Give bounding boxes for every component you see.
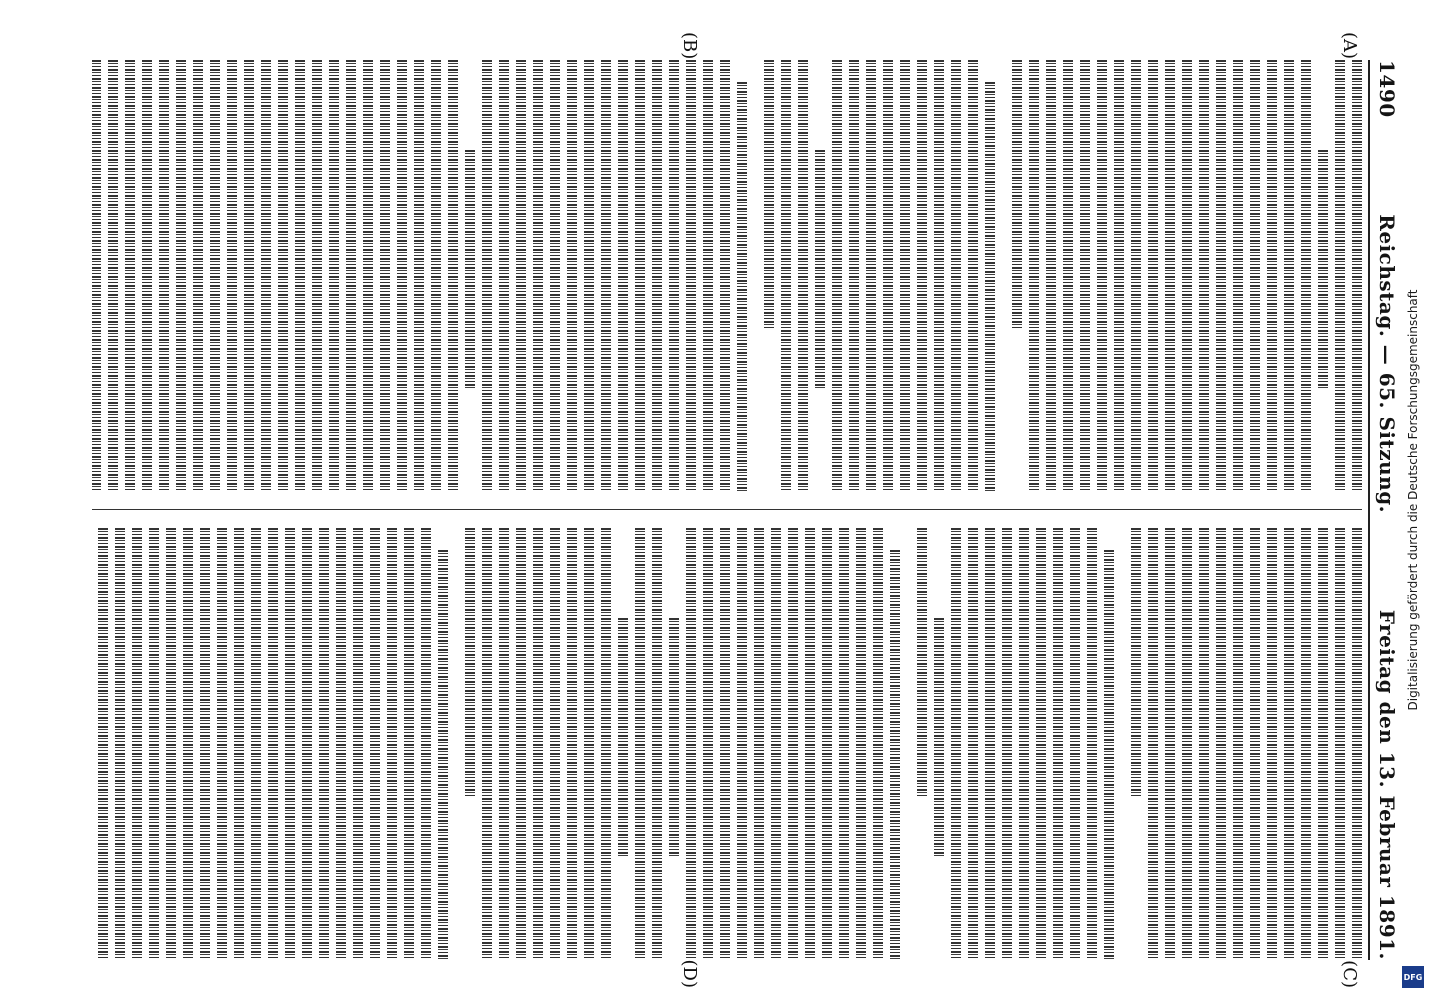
text-line bbox=[166, 528, 176, 960]
text-line bbox=[261, 60, 271, 492]
text-line bbox=[1335, 60, 1345, 492]
text-line bbox=[465, 528, 475, 796]
text-line bbox=[900, 60, 910, 492]
text-line bbox=[856, 528, 866, 960]
text-line bbox=[849, 60, 859, 492]
paragraph-gap bbox=[995, 60, 1005, 492]
text-line bbox=[788, 528, 798, 960]
text-line bbox=[985, 82, 995, 492]
text-line bbox=[1080, 60, 1090, 492]
text-line bbox=[1165, 528, 1175, 960]
right-column bbox=[92, 528, 1362, 960]
text-line bbox=[618, 618, 628, 856]
text-line bbox=[917, 528, 927, 796]
text-line bbox=[319, 528, 329, 960]
text-line bbox=[1318, 150, 1328, 388]
text-line bbox=[968, 528, 978, 960]
text-line bbox=[934, 60, 944, 492]
text-line bbox=[1087, 528, 1097, 960]
text-line bbox=[567, 60, 577, 492]
text-line bbox=[798, 60, 808, 492]
text-line bbox=[1131, 60, 1141, 492]
text-line bbox=[295, 60, 305, 492]
text-line bbox=[1053, 528, 1063, 960]
text-line bbox=[336, 528, 346, 960]
text-line bbox=[1284, 60, 1294, 492]
text-line bbox=[703, 528, 713, 960]
text-line bbox=[1002, 528, 1012, 960]
margin-letter-a: (A) bbox=[1339, 32, 1360, 60]
digitization-caption: Digitalisierung gefördert durch die Deutsche Forschungsgemeinschaft bbox=[1406, 289, 1420, 711]
text-line bbox=[278, 60, 288, 492]
text-line bbox=[1301, 60, 1311, 492]
text-line bbox=[703, 60, 713, 492]
text-line bbox=[1019, 528, 1029, 960]
text-line bbox=[1182, 60, 1192, 492]
text-line bbox=[132, 528, 142, 960]
text-line bbox=[652, 528, 662, 960]
margin-letter-b: (B) bbox=[679, 32, 700, 60]
text-line bbox=[482, 528, 492, 960]
text-line bbox=[108, 60, 118, 492]
text-line bbox=[1233, 528, 1243, 960]
text-line bbox=[968, 60, 978, 492]
text-line bbox=[210, 60, 220, 492]
text-line bbox=[1104, 550, 1114, 960]
text-line bbox=[499, 60, 509, 492]
text-line bbox=[1250, 528, 1260, 960]
text-line bbox=[1216, 528, 1226, 960]
text-line bbox=[720, 60, 730, 492]
text-line bbox=[302, 528, 312, 960]
text-line bbox=[414, 60, 424, 492]
text-line bbox=[404, 528, 414, 960]
text-line bbox=[516, 528, 526, 960]
text-line bbox=[951, 60, 961, 492]
text-line bbox=[387, 528, 397, 960]
header-date: Freitag den 13. Februar 1891. bbox=[1375, 609, 1399, 960]
text-line bbox=[1148, 528, 1158, 960]
text-line bbox=[1097, 60, 1107, 492]
text-line bbox=[1216, 60, 1226, 492]
text-line bbox=[754, 528, 764, 960]
text-line bbox=[1046, 60, 1056, 492]
text-line bbox=[669, 618, 679, 856]
text-line bbox=[601, 528, 611, 960]
text-line bbox=[917, 60, 927, 492]
text-line bbox=[985, 528, 995, 960]
text-line bbox=[125, 60, 135, 492]
text-line bbox=[363, 60, 373, 492]
text-line bbox=[516, 60, 526, 492]
text-line bbox=[115, 528, 125, 960]
text-line bbox=[832, 60, 842, 492]
paragraph-gap bbox=[900, 528, 910, 960]
text-line bbox=[176, 60, 186, 492]
text-line bbox=[771, 528, 781, 960]
text-line bbox=[635, 60, 645, 492]
text-line bbox=[421, 528, 431, 960]
text-line bbox=[149, 528, 159, 960]
text-line bbox=[567, 528, 577, 960]
text-line bbox=[866, 60, 876, 492]
text-line bbox=[1070, 528, 1080, 960]
paragraph-gap bbox=[448, 528, 458, 960]
paragraph-gap bbox=[747, 60, 757, 492]
text-line bbox=[98, 528, 108, 960]
text-line bbox=[635, 528, 645, 960]
text-line bbox=[764, 60, 774, 328]
text-line bbox=[142, 60, 152, 492]
text-line bbox=[822, 528, 832, 960]
rotated-page bbox=[80, 30, 1410, 990]
paragraph-gap bbox=[1114, 528, 1124, 960]
text-line bbox=[1267, 528, 1277, 960]
text-line bbox=[1250, 60, 1260, 492]
text-line bbox=[550, 60, 560, 492]
text-line bbox=[183, 528, 193, 960]
text-line bbox=[1036, 528, 1046, 960]
text-line bbox=[448, 60, 458, 492]
text-line bbox=[737, 528, 747, 960]
text-line bbox=[1335, 528, 1345, 960]
text-line bbox=[686, 528, 696, 960]
text-line bbox=[584, 60, 594, 492]
text-line bbox=[431, 60, 441, 492]
text-line bbox=[873, 528, 883, 960]
text-line bbox=[805, 528, 815, 960]
text-line bbox=[1233, 60, 1243, 492]
text-line bbox=[951, 528, 961, 960]
text-line bbox=[499, 528, 509, 960]
text-line bbox=[482, 60, 492, 492]
dfg-logo-icon: DFG bbox=[1402, 966, 1424, 988]
text-line bbox=[669, 60, 679, 492]
text-line bbox=[1165, 60, 1175, 492]
text-line bbox=[618, 60, 628, 492]
text-line bbox=[1284, 528, 1294, 960]
text-line bbox=[1012, 60, 1022, 328]
text-line bbox=[268, 528, 278, 960]
text-line bbox=[285, 528, 295, 960]
margin-letter-c: (C) bbox=[1339, 960, 1360, 988]
text-line bbox=[533, 528, 543, 960]
text-line bbox=[934, 618, 944, 856]
text-line bbox=[890, 550, 900, 960]
page-number: 1490 bbox=[1375, 60, 1399, 118]
text-line bbox=[601, 60, 611, 492]
text-line bbox=[227, 60, 237, 492]
text-line bbox=[1148, 60, 1158, 492]
text-line bbox=[652, 60, 662, 492]
text-line bbox=[737, 82, 747, 492]
text-line bbox=[92, 60, 101, 492]
text-line bbox=[234, 528, 244, 960]
text-line bbox=[1301, 528, 1311, 960]
text-line bbox=[1131, 528, 1141, 796]
text-line bbox=[465, 150, 475, 388]
text-line bbox=[329, 60, 339, 492]
text-line bbox=[1063, 60, 1073, 492]
text-line bbox=[883, 60, 893, 492]
text-line bbox=[1267, 60, 1277, 492]
text-line bbox=[1318, 528, 1328, 960]
text-line bbox=[1352, 528, 1362, 960]
text-line bbox=[1114, 60, 1124, 492]
text-line bbox=[1182, 528, 1192, 960]
text-line bbox=[251, 528, 261, 960]
text-line bbox=[217, 528, 227, 960]
text-line bbox=[781, 60, 791, 492]
text-line bbox=[1199, 60, 1209, 492]
text-line bbox=[533, 60, 543, 492]
text-line bbox=[686, 60, 696, 492]
side-caption bbox=[1398, 0, 1428, 1000]
text-line bbox=[815, 150, 825, 388]
margin-letter-d: (D) bbox=[679, 959, 700, 988]
text-line bbox=[550, 528, 560, 960]
header-title: Reichstag. — 65. Sitzung. bbox=[1375, 214, 1399, 514]
text-line bbox=[353, 528, 363, 960]
text-line bbox=[244, 60, 254, 492]
text-line bbox=[720, 528, 730, 960]
text-line bbox=[839, 528, 849, 960]
left-column bbox=[92, 60, 1362, 492]
text-line bbox=[346, 60, 356, 492]
text-line bbox=[1352, 60, 1362, 492]
text-line bbox=[380, 60, 390, 492]
text-line bbox=[193, 60, 203, 492]
text-line bbox=[1199, 528, 1209, 960]
column-divider bbox=[92, 509, 1362, 510]
text-line bbox=[584, 528, 594, 960]
text-line bbox=[1029, 60, 1039, 492]
text-line bbox=[438, 550, 448, 960]
text-line bbox=[397, 60, 407, 492]
text-line bbox=[159, 60, 169, 492]
text-line bbox=[200, 528, 210, 960]
text-line bbox=[312, 60, 322, 492]
text-line bbox=[370, 528, 380, 960]
header-rule bbox=[1368, 60, 1370, 960]
